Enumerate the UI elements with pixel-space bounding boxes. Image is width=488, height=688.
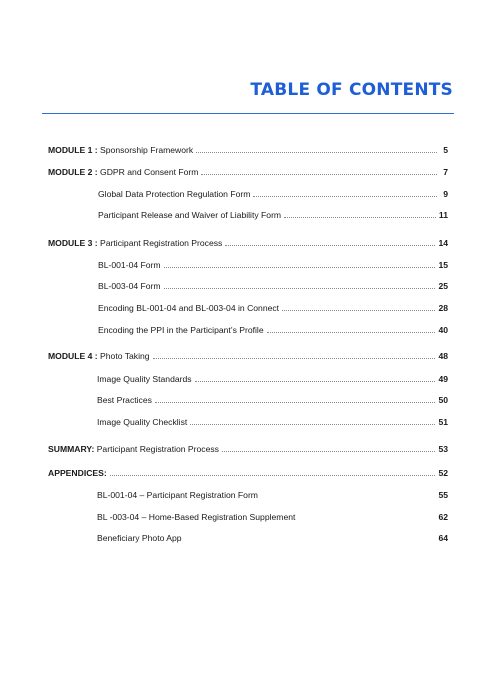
toc-entry[interactable]: [48, 348, 448, 362]
toc-entry-text: Beneficiary Photo App: [97, 533, 182, 543]
toc-entry-page: 11: [438, 210, 448, 220]
dot-leader: [153, 358, 436, 359]
toc-entry-label: [97, 489, 258, 501]
dot-leader: [282, 310, 435, 311]
toc-entry-page: 14: [438, 238, 448, 248]
dot-leader: [222, 451, 435, 452]
toc-entry-text: Global Data Protection Regulation Form: [98, 189, 251, 199]
toc-entry-page: 49: [438, 374, 448, 384]
dot-leader: [196, 152, 437, 153]
toc-entry-label: [98, 302, 279, 314]
toc-entry-label: [48, 443, 219, 455]
toc-entry-label: [97, 532, 182, 544]
toc-entry-label: [97, 511, 295, 523]
toc-entry[interactable]: [48, 441, 448, 455]
title-underline: [42, 113, 454, 114]
dot-leader: [155, 402, 436, 403]
toc-entry[interactable]: [98, 257, 448, 271]
dot-leader: [225, 245, 435, 246]
dot-leader: [261, 497, 435, 498]
toc-entry-page: 25: [438, 281, 448, 291]
toc-entry-page: 5: [443, 145, 448, 155]
toc-entry-label: [97, 394, 152, 406]
toc-entry[interactable]: [98, 278, 448, 292]
toc-entry-page: 52: [438, 468, 448, 478]
toc-entry-text: Participant Registration Process: [97, 238, 223, 248]
toc-entry-label: [48, 237, 222, 249]
toc-entry-label: [97, 373, 192, 385]
dot-leader: [253, 196, 437, 197]
toc-entry-text: Participant Registration Process: [94, 444, 219, 454]
toc-entry-label: [48, 166, 198, 178]
toc-entry-text: BL-001-04 – Participant Registration Form: [97, 490, 258, 500]
toc-entry-label: [98, 209, 281, 221]
toc-entry[interactable]: [97, 530, 448, 544]
toc-entry-page: 64: [438, 533, 448, 543]
toc-entry-text: BL -003-04 – Home-Based Registration Supplement: [97, 512, 296, 522]
toc-entry-text: Image Quality Standards: [97, 374, 192, 384]
toc-entry-page: 15: [438, 260, 448, 270]
toc-entry-text: Image Quality Checklist: [97, 417, 188, 427]
page-title: TABLE OF CONTENTS: [250, 80, 453, 100]
toc-entry-prefix: MODULE 1 :: [48, 145, 98, 155]
toc-entry-page: 9: [443, 189, 448, 199]
toc-entry[interactable]: [97, 414, 448, 428]
toc-entry-label: [97, 416, 187, 428]
toc-entry-prefix: APPENDICES:: [48, 468, 107, 478]
toc-entry-label: [48, 467, 107, 479]
toc-entry[interactable]: [98, 322, 448, 336]
toc-entry-page: 28: [438, 303, 448, 313]
toc-entry-text: Encoding BL-001-04 and BL-003-04 in Connect: [98, 303, 280, 313]
toc-entry-text: Best Practices: [97, 395, 152, 405]
toc-entry-page: 62: [438, 512, 448, 522]
dot-leader: [195, 381, 436, 382]
toc-entry[interactable]: [98, 300, 448, 314]
toc-entry-text: Encoding the PPI in the Participant’s Profile: [98, 325, 264, 335]
toc-entry[interactable]: [48, 142, 448, 156]
dot-leader: [298, 519, 435, 520]
toc-entry[interactable]: [97, 487, 448, 501]
toc-entry[interactable]: [98, 186, 448, 200]
dot-leader: [164, 267, 436, 268]
dot-leader: [267, 332, 436, 333]
toc-entry-page: 51: [438, 417, 448, 427]
toc-entry-prefix: MODULE 3 :: [48, 238, 98, 248]
toc-entry-label: [98, 280, 161, 292]
dot-leader: [185, 540, 436, 541]
toc-entry-prefix: MODULE 2 :: [48, 167, 98, 177]
toc-entry-text: Sponsorship Framework: [97, 145, 194, 155]
toc-entry-page: 48: [438, 351, 448, 361]
toc-entry-text: Participant Release and Waiver of Liability Form: [98, 210, 282, 220]
toc-entry-page: 53: [438, 444, 448, 454]
toc-entry-prefix: MODULE 4 :: [48, 351, 98, 361]
dot-leader: [110, 475, 436, 476]
toc-entry-label: [98, 188, 250, 200]
toc-entry[interactable]: [97, 392, 448, 406]
toc-entry-page: 55: [438, 490, 448, 500]
dot-leader: [284, 217, 436, 218]
toc-entry[interactable]: [48, 235, 448, 249]
toc-entry-label: [98, 324, 264, 336]
toc-entry-text: GDPR and Consent Form: [97, 167, 199, 177]
toc-entry[interactable]: [48, 465, 448, 479]
toc-entry[interactable]: [48, 164, 448, 178]
dot-leader: [164, 288, 436, 289]
toc-entry-text: BL-001-04 Form: [98, 260, 161, 270]
toc-entry-text: Photo Taking: [97, 351, 150, 361]
dot-leader: [201, 174, 437, 175]
toc-entry-page: 40: [438, 325, 448, 335]
toc-entry-page: 7: [443, 167, 448, 177]
toc-entry-label: [48, 350, 150, 362]
dot-leader: [190, 424, 435, 425]
toc-entry-prefix: SUMMARY:: [48, 444, 95, 454]
toc-entry-label: [48, 144, 193, 156]
toc-entry-page: 50: [438, 395, 448, 405]
toc-entry[interactable]: [98, 207, 448, 221]
toc-entry-text: BL-003-04 Form: [98, 281, 161, 291]
toc-entry[interactable]: [97, 371, 448, 385]
toc-entry[interactable]: [97, 509, 448, 523]
toc-entry-label: [98, 259, 161, 271]
